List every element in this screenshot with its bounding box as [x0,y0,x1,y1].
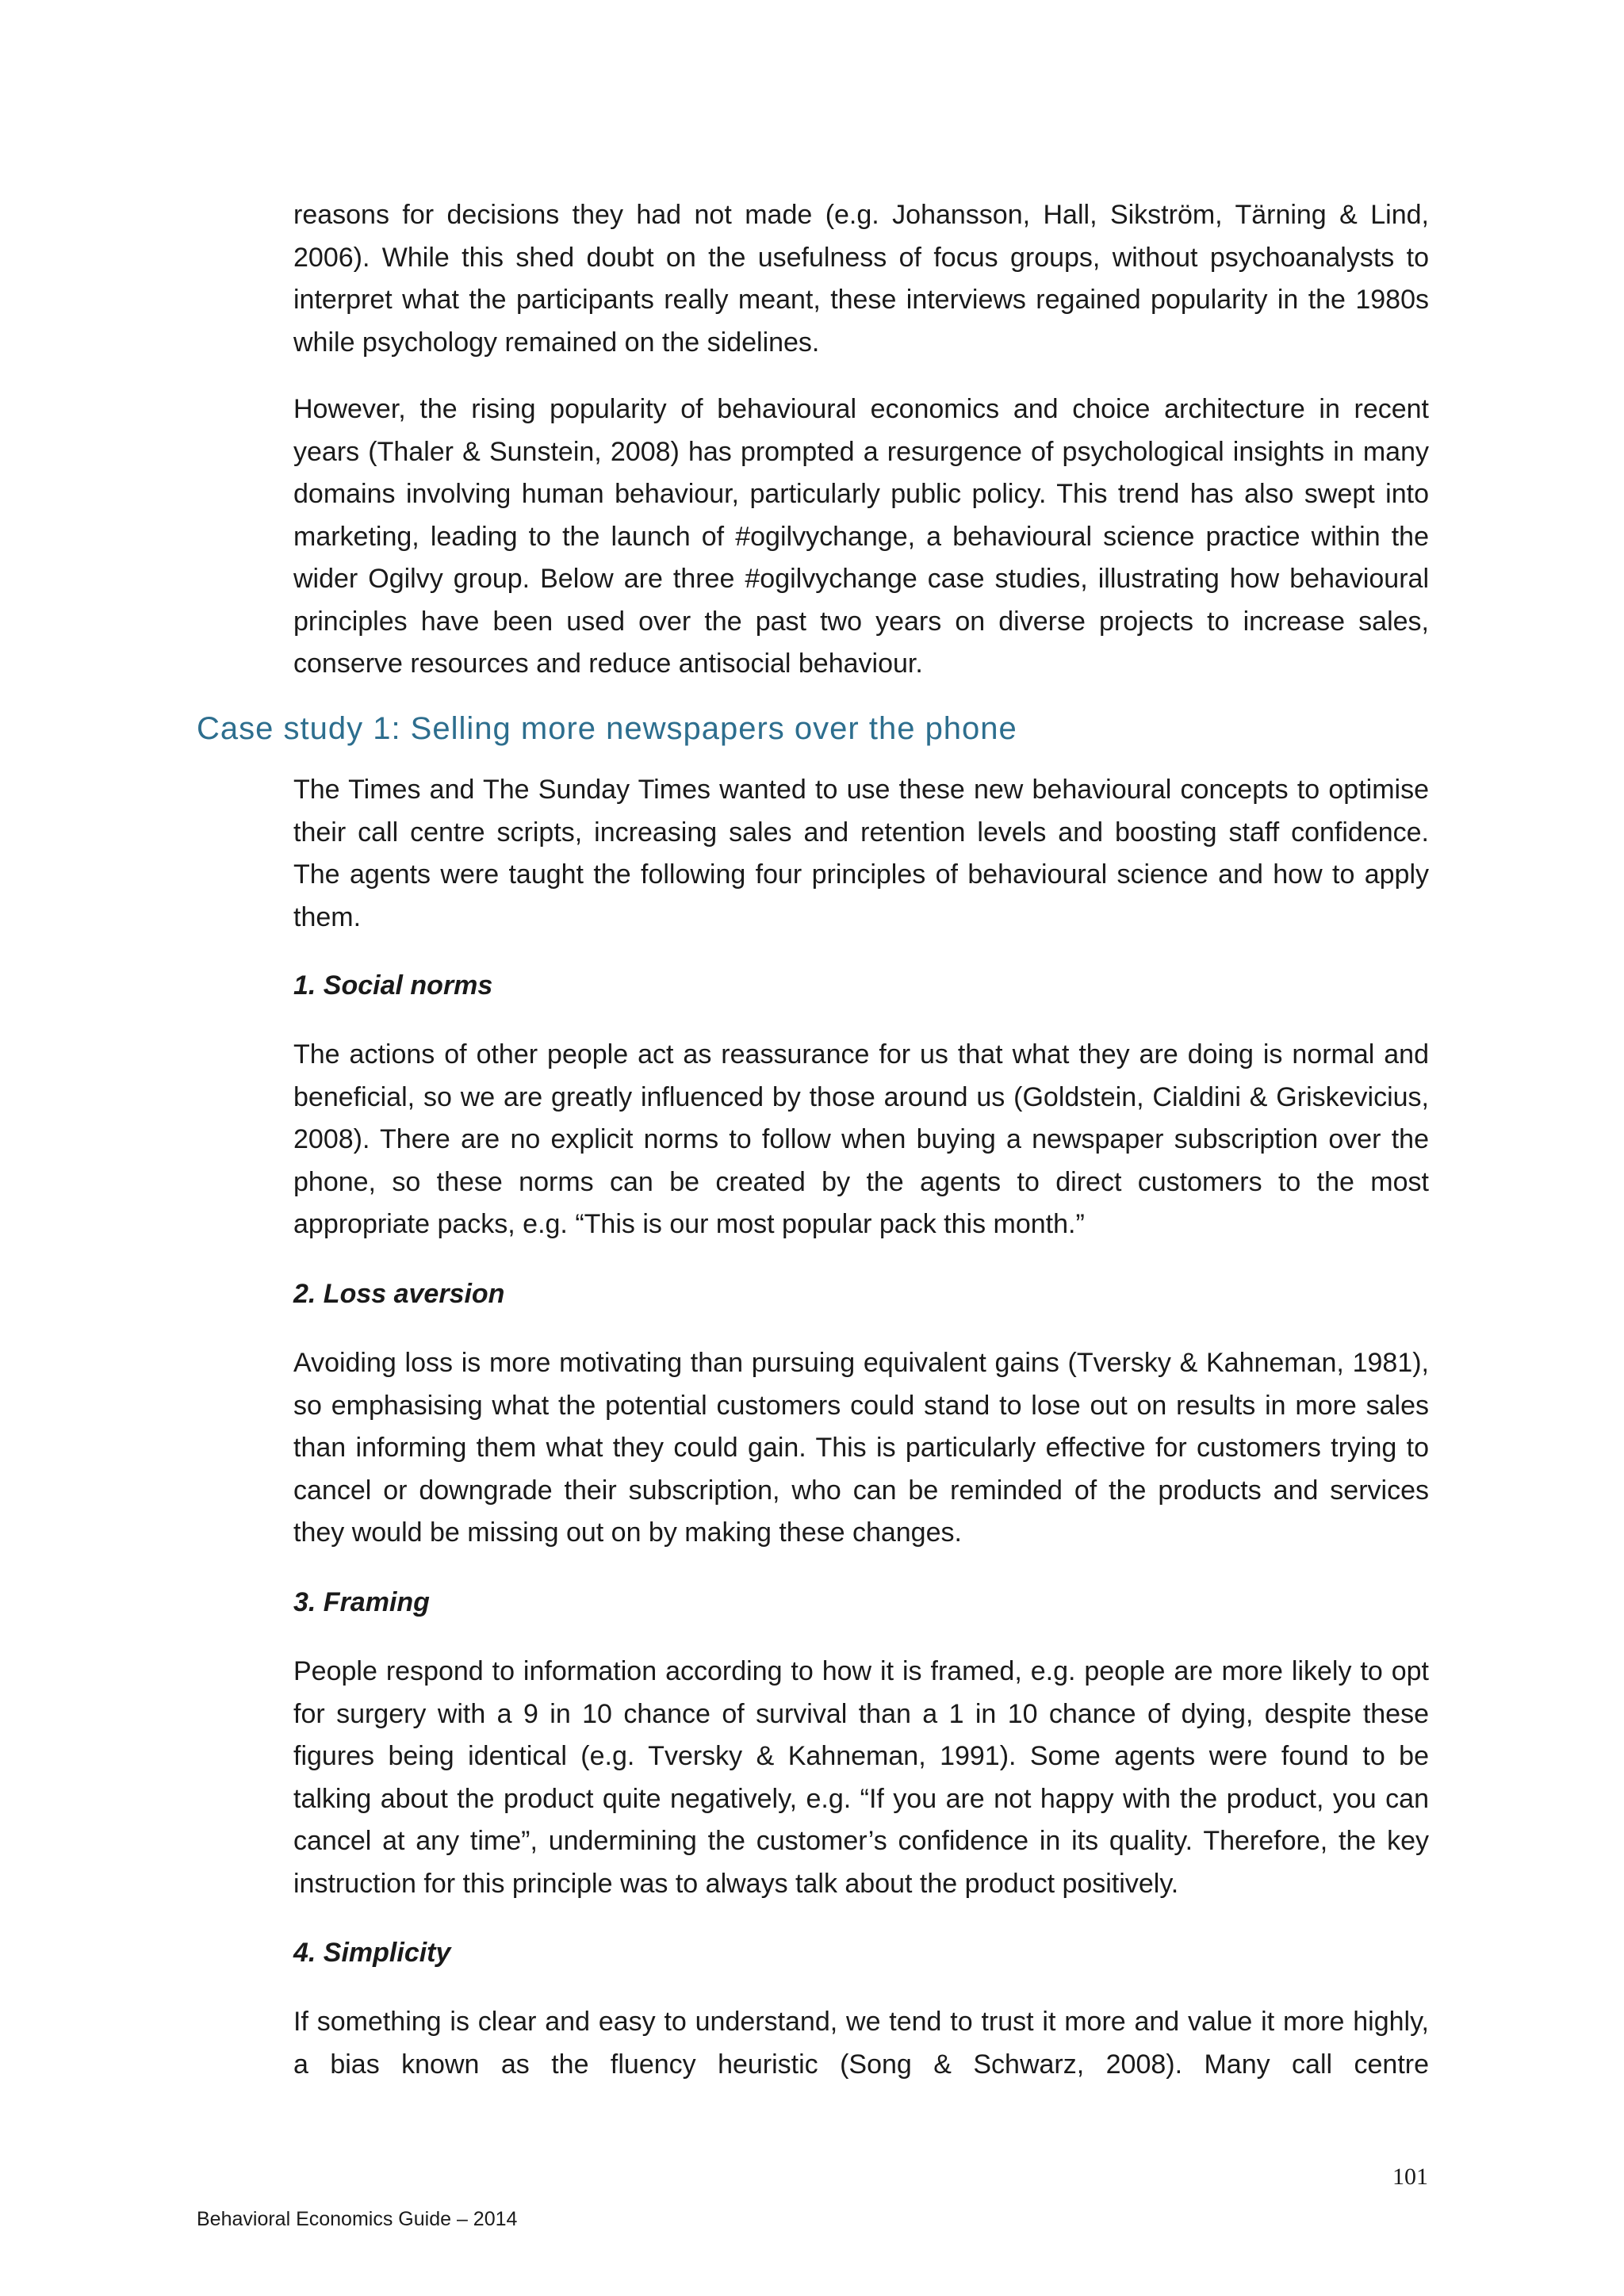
principle-text-framing [293,1651,1429,1905]
principle-heading-simplicity [293,1932,1429,1975]
section-heading: Case study 1: Selling more newspapers over the phone [197,711,1017,746]
subheading: 1. Social norms [293,970,493,1001]
principle-text-simplicity [293,2001,1429,2086]
principle-heading-social-norms [293,965,1429,1008]
subheading: 2. Loss aversion [293,1279,505,1309]
principle-heading-loss-aversion [293,1273,1429,1316]
principle-text-social-norms [293,1034,1429,1246]
paragraph: However, the rising popularity of behavioural economics and choice architecture in recent years (Thaler & Sunstein, 2008) has prompted a resurgence of psychological insights in many domains involving human behaviour, particularly public policy. This trend has also swept into marketing, leading to the launch of #ogilvychange, a behavioural science practice within the wider Ogilvy group. Below are three #ogilvychange case studies, illustrating how behavioural principles have been used over the past two years on diverse projects to increase sales, conserve resources and reduce antisocial behaviour. [293,394,1429,679]
principle-text-loss-aversion [293,1342,1429,1555]
paragraph: The actions of other people act as reassurance for us that what they are doing is normal and beneficial, so we are greatly influenced by those around us (Goldstein, Cialdini & Griskevicius, 2008). There are no explicit norms to follow when buying a newspaper subscription over the phone, so these norms can be created by the agents to direct customers to the most appropriate packs, e.g. “This is our most popular pack this month.” [293,1039,1429,1239]
paragraph: If something is clear and easy to understand, we tend to trust it more and value it more highly, a bias known as the fluency heuristic (Song & Schwarz, 2008). Many call centre [293,2007,1429,2080]
paragraph: The Times and The Sunday Times wanted to use these new behavioural concepts to optimise their call centre scripts, increasing sales and retention levels and boosting staff confidence. The agents were taught the following four principles of behavioural science and how to apply them. [293,775,1429,932]
footer-text: Behavioral Economics Guide – 2014 [197,2208,518,2230]
paragraph: Avoiding loss is more motivating than pursuing equivalent gains (Tversky & Kahneman, 1981), so emphasising what the potential customers could stand to lose out on results in more sales than informing them what they could gain. This is particularly effective for customers trying to cancel or downgrade their subscription, who can be reminded of the products and services they would be missing out on by making these changes. [293,1348,1429,1548]
case-study-intro [293,769,1429,939]
principle-heading-framing [293,1582,1429,1624]
paragraph: reasons for decisions they had not made (e.g. Johansson, Hall, Sikström, Tärning & Lind, 2006). While this shed doubt on the usefulness of focus groups, without psychoanalysts to interpret what the participants really meant, these interviews regained popularity in the 1980s while psychology remained on the sidelines. [293,200,1429,358]
subheading: 3. Framing [293,1587,430,1617]
paragraph-block-2 [293,388,1429,686]
subheading: 4. Simplicity [293,1938,451,1968]
page-number: 101 [1392,2164,1428,2190]
paragraph: People respond to information according to how it is framed, e.g. people are more likely to opt for surgery with a 9 in 10 chance of survival than a 1 in 10 chance of dying, despite these figures being identical (e.g. Tversky & Kahneman, 1991). Some agents were found to be talking about the product quite negatively, e.g. “If you are not happy with the product, you can cancel at any time”, undermining the customer’s confidence in its quality. Therefore, the key instruction for this principle was to always talk about the product positively. [293,1656,1429,1899]
paragraph-block-1 [293,194,1429,364]
